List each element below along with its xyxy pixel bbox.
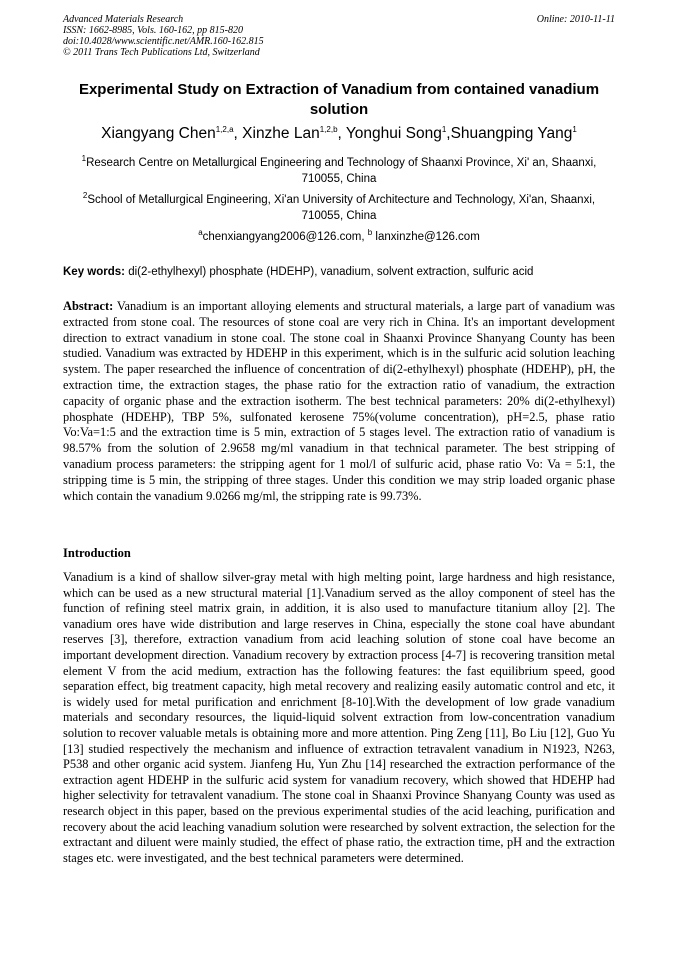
author-name: Shuangping Yang	[450, 125, 573, 142]
author-separator: ,	[337, 125, 346, 142]
author-name: Xiangyang Chen	[101, 125, 216, 142]
doi-line: doi:10.4028/www.scientific.net/AMR.160-162.815	[63, 36, 264, 47]
issn-line: ISSN: 1662-8985, Vols. 160-162, pp 815-820	[63, 25, 243, 36]
keywords-label: Key words:	[63, 266, 125, 278]
affiliation-marker: 2	[82, 191, 88, 201]
author-emails	[63, 229, 615, 245]
introduction-body: Vanadium is a kind of shallow silver-gray metal with high melting point, large hardness and high resistance, which can be used as a new structural material [1].Vanadium served as the alloy component of steel has the function of refining steel matrix grain, in addition, it is also used to manufacture titanium alloy [2]. The vanadium ores have wide distribution and large reserves in China, especially the stone coal have abundant reserves [3], therefore, extraction vanadium from acid leaching solution of stone coal have become an important development direction. Vanadium recovery by extraction process [4-7] is recovering transition metal element V from the acid medium, extraction has the following features: the fast equilibrium speed, good separation effect, big treatment capacity, high metal recovery and realizing easily automatic control and etc, it is widely used for metal purification and enrichment [8-10].With the development of low grade vanadium materials and secondary resources, the liquid-liquid solvent extraction from low-concentration vanadium solution to recover valuable metals is obtaining more and more attention. Ping Zeng [11], Bo Liu [12], Guo Yu [13] studied respectively the mechanism and influence of extraction tetravalent vanadium in N1923, N263, P538 and other organic acid system. Jianfeng Hu, Yun Zhu [14] researched the extraction performance of the extraction agent HDEHP in the sulfuric acid system for vanadium recovery, which showed that HDEHP had higher selectivity for tetravalent vanadium. The stone coal in Shaanxi Province Shanyang County was used as research object in this paper, based on the previous experimental studies of the acid leaching, purification and recovery about the acid leaching vanadium solution were researched by solvent extraction, the selection for the extractant and diluent were mainly studied, the effect of phase ratio, the extraction time, pH and the extraction stages etc. were investigated, and the best technical parameters were determined.	[63, 570, 615, 865]
keywords-text: di(2-ethylhexyl) phosphate (HDEHP), vanadium, solvent extraction, sulfuric acid	[125, 266, 534, 278]
running-header	[63, 14, 615, 58]
author-name: Yonghui Song	[345, 125, 442, 142]
email-a: chenxiangyang2006@126.com,	[202, 231, 368, 243]
author-separator: ,	[446, 125, 451, 142]
affiliation-2	[63, 192, 615, 224]
author-affiliation-marker: 1,2,b	[319, 124, 338, 134]
affiliation-text: School of Metallurgical Engineering, Xi'an University of Architecture and Technology, Xi'an, Shaanxi, 710055, China	[87, 194, 596, 222]
email-marker: a	[198, 228, 203, 238]
author-affiliation-marker: 1	[572, 124, 577, 134]
journal-name: Advanced Materials Research	[63, 14, 184, 25]
affiliation-marker: 1	[81, 154, 87, 164]
email-b: lanxinzhe@126.com	[372, 231, 480, 243]
email-marker: b	[367, 228, 373, 238]
copyright-line: © 2011 Trans Tech Publications Ltd, Switzerland	[63, 47, 260, 58]
online-date: Online: 2010-11-11	[536, 14, 615, 25]
keywords	[63, 264, 623, 280]
abstract-text: Vanadium is an important alloying elements and structural materials, a large part of vanadium was extracted from stone coal. The resources of stone coal are very rich in China. It's an important development direction to extract vanadium in stone coal. The stone coal in Shaanxi Province Shanyang County has been studied. Vanadium was extracted by HDEHP in this experiment, which is in the sulfuric acid solution leaching system. The paper researched the influence of concentration of di(2-ethylhexyl) phosphate (HDEHP), pH, the extraction time, the extraction stages, the phase ratio for the extraction ratio of vanadium, the extraction capacity of organic phase and the extraction isotherm. The best technical parameters: 20% di(2-ethylhexyl) phosphate (HDEHP), TBP 5%, sulfonated kerosene 75%(volume concentration), pH=2.5, phase ratio Vo:Va=1:5 and the extraction time is 5 min, extraction of 5 stages level. The extraction ratio of vanadium is 98.57% from the solution of 2.9658 mg/ml vanadium in that technical parameter. The best stripping of vanadium process parameters: the stripping agent for 1 mol/l of sulfuric acid, phase ratio Vo: Va = 5:1, the stripping time is 5 min, the stripping of three stages. Under this condition we may strip loaded organic phase which contain the vanadium 9.0266 mg/ml, the stripping rate is 99.73%.	[63, 299, 615, 503]
abstract	[63, 299, 615, 504]
paper-title: Experimental Study on Extraction of Vanadium from contained vanadium solution	[78, 81, 600, 118]
affiliation-text: Research Centre on Metallurgical Engineering and Technology of Shaanxi Province, Xi' an, Shaanxi, 710055, China	[86, 157, 597, 185]
author-affiliation-marker: 1,2,a	[215, 124, 234, 134]
author-name: Xinzhe Lan	[242, 125, 320, 142]
affiliation-1	[63, 155, 615, 187]
author-affiliation-marker: 1	[441, 124, 447, 134]
introduction-heading: Introduction	[63, 546, 131, 560]
author-list	[55, 124, 623, 144]
abstract-label: Abstract:	[63, 299, 114, 313]
author-separator: ,	[233, 125, 243, 142]
